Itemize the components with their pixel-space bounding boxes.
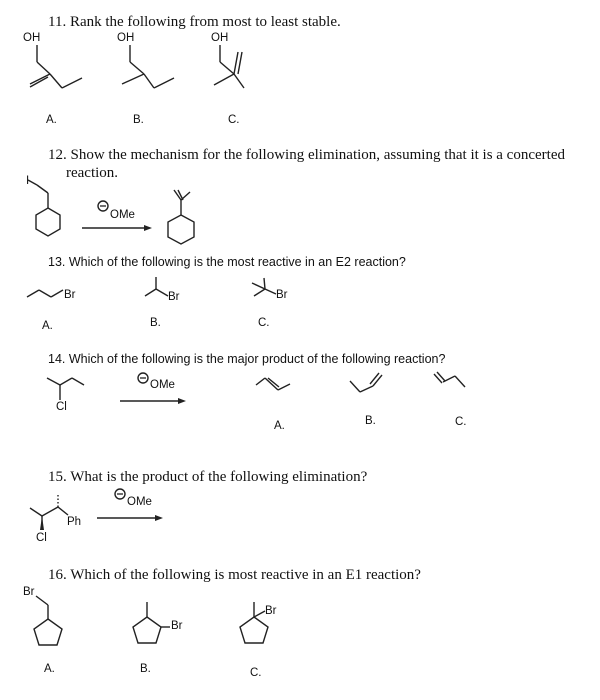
q16-choice-c: C. [250,667,262,679]
q13-molecule-b [145,277,168,296]
q11-choice-c: C. [228,114,240,126]
q12-product [168,190,194,244]
q13-br-b: Br [168,291,180,303]
q16-molecule-a [34,596,62,645]
q13-choice-a: A. [42,320,53,332]
q15-reactant [30,493,68,530]
q13-br-c: Br [276,289,288,301]
q13-text: 13. Which of the following is the most reactive in an E2 reaction? [48,255,406,269]
q13-choice-c: C. [258,317,270,329]
q12-reactant [28,180,60,236]
q15-cl: Cl [36,532,47,544]
q12-iodo-label: I [26,175,30,187]
q16-molecule-b [133,602,170,643]
q16-choice-b: B. [140,663,151,675]
q14-text: 14. Which of the following is the major product of the following reaction? [48,352,446,366]
q16-br-b: Br [171,620,183,632]
q14-reagent: OMe [150,379,175,391]
q15-text: 15. What is the product of the following elimination? [48,469,368,485]
q11-molecule-b [122,45,174,88]
q14-product-b [350,373,382,392]
q14-choice-b: B. [365,415,376,427]
q12-text-line2: reaction. [66,165,119,181]
q13-molecule-c [252,278,276,296]
q11-oh-a: OH [23,32,41,44]
q11-oh-c: OH [211,32,229,44]
q16-text: 16. Which of the following is most reactive in an E1 reaction? [48,567,421,583]
q11-text: 11. Rank the following from most to least stable. [48,14,341,30]
q14-choice-c: C. [455,416,467,428]
q12-reagent: OMe [110,209,135,221]
q11-molecule-a [30,45,82,88]
q16-molecule-c [240,602,268,643]
q16-br-a: Br [23,586,35,598]
q14-product-a [256,378,290,390]
q16-br-c: Br [265,605,277,617]
q14-choice-a: A. [274,420,285,432]
q15-ph: Ph [67,516,82,528]
q14-cl: Cl [56,401,67,413]
q11-choice-b: B. [133,114,144,126]
q11-molecule-c [214,45,244,88]
q13-choice-b: B. [150,317,161,329]
q16-choice-a: A. [44,663,55,675]
q14-product-c [434,372,465,387]
q13-molecule-a [27,290,63,297]
q12-text-line1: 12. Show the mechanism for the following elimination, assuming that it is a concerted [48,147,565,163]
q11-oh-b: OH [117,32,135,44]
q13-br-a: Br [64,289,76,301]
q14-reactant [47,378,84,400]
q15-reagent: OMe [127,496,152,508]
q11-choice-a: A. [46,114,57,126]
